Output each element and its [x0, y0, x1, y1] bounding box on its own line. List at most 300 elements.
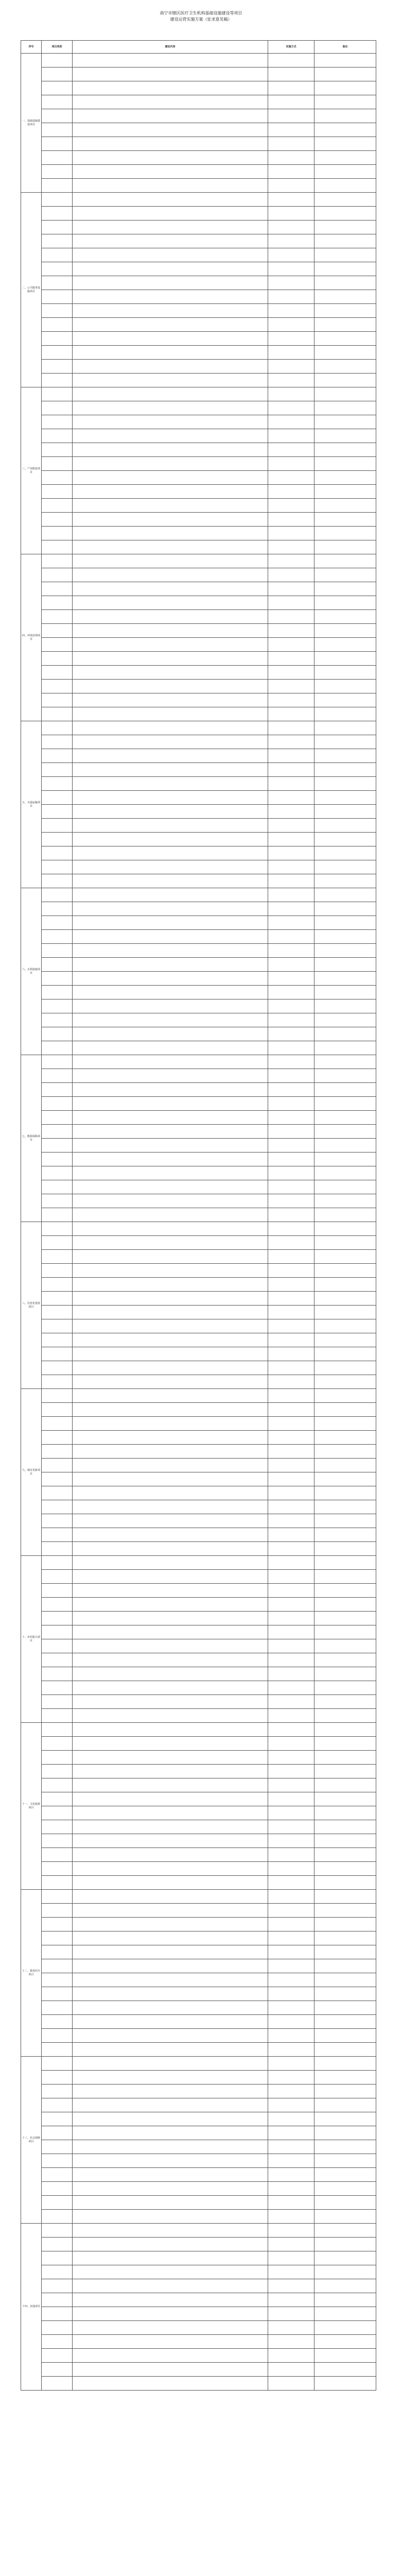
table-row: [21, 1639, 376, 1653]
table-cell: [42, 1027, 73, 1041]
table-cell: [314, 1570, 376, 1584]
table-cell: [314, 1097, 376, 1111]
table-cell: [42, 221, 73, 234]
table-row: [21, 1013, 376, 1027]
table-cell: [73, 582, 268, 596]
table-cell: [314, 1139, 376, 1153]
table-cell: [268, 1918, 314, 1931]
table-row: [21, 513, 376, 527]
table-cell: [73, 1723, 268, 1737]
table-row: [21, 860, 376, 874]
table-cell: [73, 2349, 268, 2363]
table-cell: [314, 1723, 376, 1737]
table-cell: [268, 401, 314, 415]
header-category: 项目类别: [42, 41, 73, 54]
table-cell: [73, 1806, 268, 1820]
table-cell: [42, 791, 73, 805]
table-cell: [73, 248, 268, 262]
table-cell: [73, 1069, 268, 1083]
table-cell: [42, 1653, 73, 1667]
table-cell: [314, 874, 376, 888]
table-cell: [73, 1445, 268, 1459]
table-cell: [314, 1389, 376, 1403]
table-cell: [73, 221, 268, 234]
table-cell: [42, 429, 73, 443]
table-cell: [73, 374, 268, 387]
table-cell: [42, 1931, 73, 1945]
table-cell: [73, 1681, 268, 1695]
table-cell: [42, 2084, 73, 2098]
table-cell: [314, 2377, 376, 2391]
table-cell: [268, 1653, 314, 1667]
table-cell: [73, 318, 268, 332]
table-cell: [314, 1890, 376, 1904]
table-cell: [314, 1806, 376, 1820]
table-cell: [268, 513, 314, 527]
table-cell: [73, 1737, 268, 1751]
table-cell: [73, 888, 268, 902]
table-cell: [42, 596, 73, 610]
table-cell: [73, 1055, 268, 1069]
table-cell: [268, 721, 314, 735]
table-cell: [73, 2098, 268, 2112]
table-cell: [314, 1876, 376, 1890]
table-cell: [73, 2154, 268, 2168]
table-cell: [42, 457, 73, 471]
table-cell: [42, 777, 73, 791]
table-row: [21, 1055, 376, 1069]
table-cell: [73, 1584, 268, 1598]
table-cell: [314, 1737, 376, 1751]
table-cell: [73, 568, 268, 582]
table-cell: [42, 290, 73, 304]
table-row: [21, 1514, 376, 1528]
table-row: [21, 1278, 376, 1292]
table-cell: [73, 944, 268, 958]
table-cell: [314, 207, 376, 221]
table-cell: [314, 2238, 376, 2251]
table-cell: [42, 1125, 73, 1139]
table-cell: [73, 1472, 268, 1486]
table-cell: [268, 1584, 314, 1598]
table-cell: [73, 2210, 268, 2224]
table-cell: [268, 2335, 314, 2349]
table-cell: [314, 109, 376, 123]
table-cell: [73, 680, 268, 693]
table-cell: [268, 1250, 314, 1264]
table-cell: [314, 2293, 376, 2307]
table-row: [21, 1792, 376, 1806]
table-cell: [42, 67, 73, 81]
table-cell: [73, 1931, 268, 1945]
table-cell: [314, 652, 376, 666]
table-cell: [73, 123, 268, 137]
table-cell: [73, 972, 268, 986]
table-row: [21, 248, 376, 262]
table-cell: [42, 2335, 73, 2349]
table-cell: [73, 1153, 268, 1166]
table-cell: [42, 499, 73, 513]
table-cell: [314, 1765, 376, 1778]
table-row: [21, 290, 376, 304]
table-cell: [73, 999, 268, 1013]
table-cell: [42, 1417, 73, 1431]
table-row: [21, 401, 376, 415]
table-cell: [268, 1778, 314, 1792]
table-cell: [314, 1125, 376, 1139]
table-row: [21, 1598, 376, 1612]
table-cell: [314, 1375, 376, 1389]
table-cell: [268, 930, 314, 944]
table-cell: [73, 540, 268, 554]
table-cell: [314, 1055, 376, 1069]
table-cell: [268, 874, 314, 888]
table-row: [21, 499, 376, 513]
table-cell: [42, 415, 73, 429]
table-cell: [73, 2112, 268, 2126]
table-cell: [42, 1987, 73, 2001]
table-cell: [42, 2321, 73, 2335]
table-cell: [73, 805, 268, 819]
table-cell: [42, 1333, 73, 1347]
table-cell: [268, 221, 314, 234]
table-row: [21, 1041, 376, 1055]
table-cell: [314, 151, 376, 165]
table-cell: [314, 1208, 376, 1222]
table-cell: [42, 1236, 73, 1250]
table-cell: [268, 1598, 314, 1612]
table-cell: [42, 2098, 73, 2112]
table-cell: [314, 1667, 376, 1681]
table-cell: [268, 1083, 314, 1097]
table-cell: [268, 248, 314, 262]
table-cell: [314, 2210, 376, 2224]
table-cell: [314, 2321, 376, 2335]
table-cell: [73, 2238, 268, 2251]
group-label: 七、能源保障项目: [21, 1055, 42, 1222]
table-cell: [42, 763, 73, 777]
table-cell: [42, 2377, 73, 2391]
table-cell: [42, 276, 73, 290]
table-cell: [73, 527, 268, 540]
table-cell: [314, 986, 376, 999]
table-cell: [42, 568, 73, 582]
table-cell: [268, 1431, 314, 1445]
table-cell: [268, 1973, 314, 1987]
table-cell: [73, 1278, 268, 1292]
table-row: [21, 2307, 376, 2321]
table-cell: [73, 1306, 268, 1319]
table-cell: [314, 2043, 376, 2057]
table-cell: [42, 749, 73, 763]
table-cell: [268, 1806, 314, 1820]
table-cell: [73, 67, 268, 81]
table-cell: [42, 1584, 73, 1598]
table-cell: [42, 387, 73, 401]
table-cell: [42, 1612, 73, 1625]
table-row: [21, 1166, 376, 1180]
table-cell: [268, 1013, 314, 1027]
table-cell: [42, 1959, 73, 1973]
table-row: [21, 1319, 376, 1333]
table-cell: [314, 527, 376, 540]
table-cell: [73, 1751, 268, 1765]
table-cell: [268, 916, 314, 930]
table-row: [21, 1375, 376, 1389]
table-cell: [314, 1194, 376, 1208]
table-cell: [73, 2084, 268, 2098]
table-body: [21, 54, 376, 2391]
table-cell: [42, 401, 73, 415]
table-cell: [268, 2377, 314, 2391]
table-cell: [73, 2363, 268, 2377]
table-cell: [314, 1820, 376, 1834]
table-cell: [73, 304, 268, 318]
table-cell: [314, 1556, 376, 1570]
table-cell: [42, 554, 73, 568]
table-cell: [314, 485, 376, 499]
table-cell: [73, 1333, 268, 1347]
table-cell: [268, 2307, 314, 2321]
table-cell: [73, 638, 268, 652]
table-cell: [42, 582, 73, 596]
header-method: 实施方式: [268, 41, 314, 54]
table-cell: [268, 1166, 314, 1180]
group-label: 八、信息化建设项目: [21, 1222, 42, 1389]
table-row: [21, 1918, 376, 1931]
table-cell: [42, 2196, 73, 2210]
table-cell: [42, 1347, 73, 1361]
table-cell: [268, 2057, 314, 2071]
table-row: [21, 902, 376, 916]
table-cell: [73, 332, 268, 346]
table-row: [21, 2154, 376, 2168]
table-cell: [268, 2293, 314, 2307]
table-cell: [314, 1848, 376, 1862]
table-cell: [268, 2084, 314, 2098]
table-cell: [73, 1653, 268, 1667]
table-header-row: [21, 41, 376, 54]
table-cell: [73, 2029, 268, 2043]
table-row: [21, 137, 376, 151]
table-cell: [268, 944, 314, 958]
table-cell: [314, 638, 376, 652]
table-cell: [73, 1528, 268, 1542]
table-cell: [314, 1862, 376, 1876]
table-row: [21, 1292, 376, 1306]
table-cell: [268, 1194, 314, 1208]
table-cell: [314, 1500, 376, 1514]
table-row: [21, 1333, 376, 1347]
table-cell: [42, 1306, 73, 1319]
table-cell: [73, 1097, 268, 1111]
table-cell: [314, 568, 376, 582]
table-row: [21, 2265, 376, 2279]
table-cell: [268, 999, 314, 1013]
table-cell: [314, 860, 376, 874]
table-cell: [73, 2307, 268, 2321]
table-cell: [73, 1139, 268, 1153]
table-cell: [268, 1987, 314, 2001]
table-cell: [268, 193, 314, 207]
table-row: [21, 652, 376, 666]
table-cell: [314, 1514, 376, 1528]
table-cell: [314, 680, 376, 693]
table-row: [21, 1862, 376, 1876]
table-row: [21, 721, 376, 735]
table-cell: [268, 443, 314, 457]
table-cell: [268, 1667, 314, 1681]
table-cell: [268, 332, 314, 346]
table-cell: [268, 749, 314, 763]
table-cell: [314, 276, 376, 290]
table-cell: [268, 374, 314, 387]
table-cell: [73, 1250, 268, 1264]
table-cell: [268, 290, 314, 304]
table-cell: [42, 1542, 73, 1556]
table-cell: [73, 610, 268, 624]
table-cell: [268, 1848, 314, 1862]
table-cell: [42, 2224, 73, 2238]
table-cell: [73, 499, 268, 513]
table-cell: [314, 1625, 376, 1639]
table-cell: [73, 846, 268, 860]
table-cell: [73, 1862, 268, 1876]
table-cell: [268, 234, 314, 248]
table-cell: [314, 374, 376, 387]
table-cell: [73, 2182, 268, 2196]
table-row: [21, 1806, 376, 1820]
table-row: [21, 2071, 376, 2084]
table-cell: [314, 248, 376, 262]
table-cell: [268, 582, 314, 596]
table-row: [21, 1250, 376, 1264]
table-cell: [73, 1987, 268, 2001]
table-cell: [268, 1500, 314, 1514]
table-cell: [42, 137, 73, 151]
table-cell: [268, 109, 314, 123]
table-cell: [73, 1417, 268, 1431]
table-cell: [42, 485, 73, 499]
table-cell: [268, 179, 314, 193]
table-cell: [42, 443, 73, 457]
table-cell: [268, 1681, 314, 1695]
table-row: [21, 540, 376, 554]
table-cell: [42, 999, 73, 1013]
table-cell: [314, 707, 376, 721]
table-cell: [42, 1250, 73, 1264]
table-cell: [42, 610, 73, 624]
table-row: [21, 1751, 376, 1765]
table-cell: [268, 2029, 314, 2043]
table-cell: [73, 1041, 268, 1055]
table-cell: [268, 610, 314, 624]
table-cell: [42, 540, 73, 554]
table-cell: [314, 1236, 376, 1250]
table-cell: [314, 1166, 376, 1180]
table-cell: [314, 1431, 376, 1445]
table-cell: [314, 2196, 376, 2210]
table-cell: [268, 151, 314, 165]
table-cell: [314, 2112, 376, 2126]
group-label: 九、城市更新项目: [21, 1389, 42, 1556]
table-cell: [42, 1208, 73, 1222]
table-row: [21, 1027, 376, 1041]
table-cell: [268, 2265, 314, 2279]
title-line-1: 南宁市辖区医疗卫生机构基础设施建设等项目: [160, 11, 242, 15]
table-row: [21, 1653, 376, 1667]
table-cell: [314, 1778, 376, 1792]
table-cell: [268, 429, 314, 443]
table-cell: [268, 777, 314, 791]
table-cell: [268, 1542, 314, 1556]
table-cell: [268, 624, 314, 638]
table-cell: [268, 527, 314, 540]
table-cell: [314, 791, 376, 805]
table-cell: [42, 819, 73, 833]
table-cell: [268, 707, 314, 721]
table-cell: [314, 1347, 376, 1361]
table-cell: [73, 666, 268, 680]
table-cell: [73, 1973, 268, 1987]
table-cell: [314, 499, 376, 513]
table-cell: [73, 1486, 268, 1500]
table-cell: [268, 1528, 314, 1542]
table-cell: [314, 443, 376, 457]
table-cell: [314, 930, 376, 944]
table-cell: [314, 1612, 376, 1625]
table-cell: [314, 221, 376, 234]
table-cell: [73, 346, 268, 360]
table-cell: [268, 693, 314, 707]
table-row: [21, 1584, 376, 1598]
table-cell: [268, 833, 314, 846]
table-cell: [268, 1319, 314, 1333]
table-row: [21, 1194, 376, 1208]
table-cell: [268, 540, 314, 554]
table-cell: [314, 916, 376, 930]
table-cell: [268, 2154, 314, 2168]
table-cell: [268, 2210, 314, 2224]
table-cell: [314, 2084, 376, 2098]
table-cell: [42, 2238, 73, 2251]
table-cell: [268, 54, 314, 67]
table-cell: [42, 1528, 73, 1542]
table-cell: [268, 2112, 314, 2126]
table-row: [21, 2140, 376, 2154]
table-cell: [268, 1389, 314, 1403]
table-cell: [314, 401, 376, 415]
table-cell: [268, 1333, 314, 1347]
table-cell: [73, 2251, 268, 2265]
table-cell: [314, 958, 376, 972]
table-cell: [314, 763, 376, 777]
table-cell: [268, 1306, 314, 1319]
table-cell: [314, 2015, 376, 2029]
table-row: [21, 1765, 376, 1778]
table-row: [21, 429, 376, 443]
table-cell: [42, 1445, 73, 1459]
table-cell: [42, 2015, 73, 2029]
table-cell: [42, 1973, 73, 1987]
table-cell: [314, 1403, 376, 1417]
table-cell: [314, 1751, 376, 1765]
table-row: [21, 2363, 376, 2377]
table-cell: [73, 2321, 268, 2335]
table-row: [21, 930, 376, 944]
table-cell: [42, 1472, 73, 1486]
table-cell: [314, 1931, 376, 1945]
